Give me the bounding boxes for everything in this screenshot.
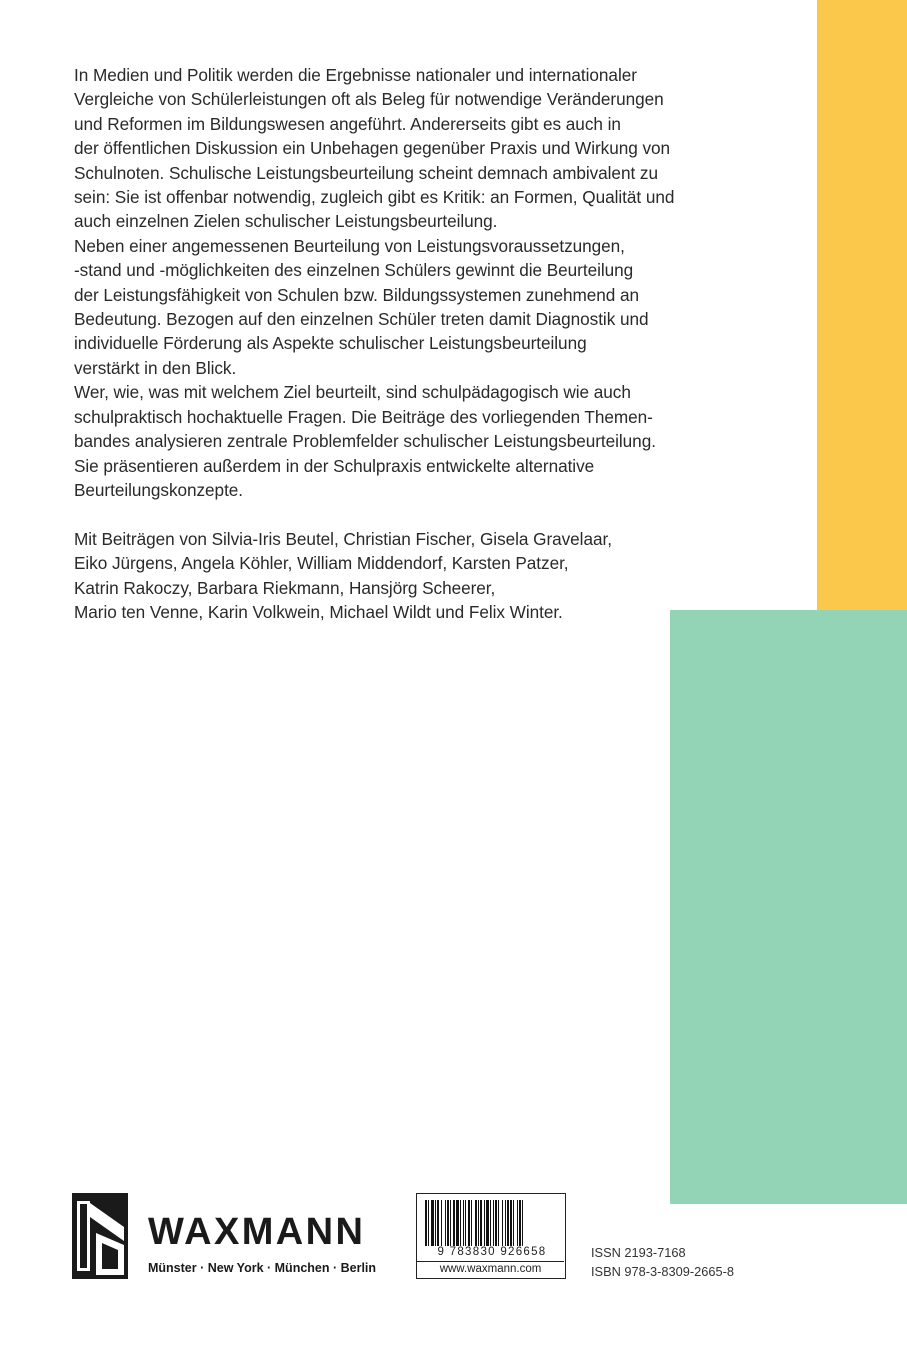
issn-label: ISSN 2193-7168	[591, 1245, 686, 1260]
text-line: der Leistungsfähigkeit von Schulen bzw. Bildungssystemen zunehmend an	[74, 284, 640, 305]
yellow-color-block	[817, 0, 907, 610]
barcode-bar	[513, 1200, 514, 1246]
text-line: bandes analysieren zentrale Problemfelder schulischer Leistungsbeurteilung.	[74, 431, 656, 452]
barcode-bar	[475, 1200, 477, 1246]
publisher-logo	[72, 1193, 382, 1279]
text-line: Sie präsentieren außerdem in der Schulpraxis entwickelte alternative	[74, 455, 595, 476]
green-color-block	[670, 610, 907, 1204]
barcode-bar	[505, 1200, 506, 1246]
barcode-bar	[510, 1200, 512, 1246]
blurb-text	[74, 63, 714, 624]
isbn-label: ISBN 978-3-8309-2665-8	[591, 1264, 734, 1279]
barcode-bar	[502, 1200, 503, 1246]
text-line: Mit Beiträgen von Silvia-Iris Beutel, Christian Fischer, Gisela Gravelaar,	[74, 528, 612, 549]
barcode-bar	[453, 1200, 455, 1246]
barcode-bar	[465, 1200, 466, 1246]
publisher-cities: Münster · New York · München · Berlin	[148, 1261, 377, 1275]
barcode-bar	[495, 1200, 497, 1246]
paragraph-gap	[74, 502, 714, 526]
barcode-bar	[507, 1200, 509, 1246]
text-line: Wer, wie, was mit welchem Ziel beurteilt, sind schulpädagogisch wie auch	[74, 382, 631, 403]
barcode-bar	[450, 1200, 451, 1246]
text-line: Mario ten Venne, Karin Volkwein, Michael Wildt und Felix Winter.	[74, 601, 563, 622]
text-line: Beurteilungskonzepte.	[74, 479, 244, 500]
barcode-bar	[493, 1200, 494, 1246]
identifiers	[591, 1243, 734, 1281]
paragraph-questions	[74, 380, 714, 502]
barcode-bar	[460, 1200, 461, 1246]
barcode-bar	[519, 1200, 521, 1246]
barcode-bar	[463, 1200, 464, 1246]
barcode-bar	[498, 1200, 499, 1246]
paragraph-assessment	[74, 234, 714, 380]
text-line: Vergleiche von Schülerleistungen oft als Beleg für notwendige Veränderungen	[74, 89, 664, 110]
barcode-bar	[468, 1200, 470, 1246]
text-line: sein: Sie ist offenbar notwendig, zugleich gibt es Kritik: an Formen, Qualität und	[74, 187, 675, 208]
barcode-bar	[484, 1200, 485, 1246]
barcode-bar	[425, 1200, 427, 1246]
publisher-name: WAXMANN	[148, 1211, 366, 1253]
barcode-bar	[428, 1200, 429, 1246]
text-line: der öffentlichen Diskussion ein Unbehagen gegenüber Praxis und Wirkung von	[74, 138, 671, 159]
barcode-bar	[431, 1200, 434, 1246]
text-line: schulpraktisch hochaktuelle Fragen. Die Beiträge des vorliegenden Themen-	[74, 406, 653, 427]
barcode-bar	[478, 1200, 479, 1246]
text-line: und Reformen im Bildungswesen angeführt. Andererseits gibt es auch in	[74, 113, 621, 134]
waxmann-logo-icon	[72, 1193, 128, 1279]
text-line: Katrin Rakoczy, Barbara Riekmann, Hansjörg Scheerer,	[74, 577, 496, 598]
text-line: auch einzelnen Zielen schulischer Leistungsbeurteilung.	[74, 211, 498, 232]
barcode-bar	[447, 1200, 449, 1246]
barcode-bar	[471, 1200, 472, 1246]
barcode-bar	[437, 1200, 439, 1246]
barcode-bar	[480, 1200, 482, 1246]
barcode-bar	[441, 1200, 442, 1246]
text-line: Eiko Jürgens, Angela Köhler, William Middendorf, Karsten Patzer,	[74, 553, 569, 574]
barcode-bar	[486, 1200, 489, 1246]
text-line: -stand und -möglichkeiten des einzelnen Schülers gewinnt die Beurteilung	[74, 260, 634, 281]
text-line: Bedeutung. Bezogen auf den einzelnen Schüler treten damit Diagnostik und	[74, 309, 649, 330]
barcode-bar	[445, 1200, 446, 1246]
barcode-bar	[456, 1200, 459, 1246]
barcode-box	[416, 1193, 566, 1279]
text-line: individuelle Förderung als Aspekte schulischer Leistungsbeurteilung	[74, 333, 587, 354]
paragraph-intro	[74, 63, 714, 234]
text-line: Schulnoten. Schulische Leistungsbeurteilung scheint demnach ambivalent zu	[74, 162, 658, 183]
barcode-bar	[517, 1200, 518, 1246]
barcode-bar	[435, 1200, 436, 1246]
barcode-bar	[490, 1200, 491, 1246]
paragraph-contributors	[74, 527, 714, 625]
text-line: verstärkt in den Blick.	[74, 357, 237, 378]
text-line: In Medien und Politik werden die Ergebnisse nationaler und internationaler	[74, 65, 637, 85]
barcode-url: www.waxmann.com	[417, 1261, 564, 1275]
barcode-bar	[522, 1200, 523, 1246]
text-line: Neben einer angemessenen Beurteilung von Leistungsvoraussetzungen,	[74, 235, 625, 256]
barcode-icon	[425, 1200, 557, 1246]
barcode-number: 9 783830 926658	[437, 1246, 547, 1258]
